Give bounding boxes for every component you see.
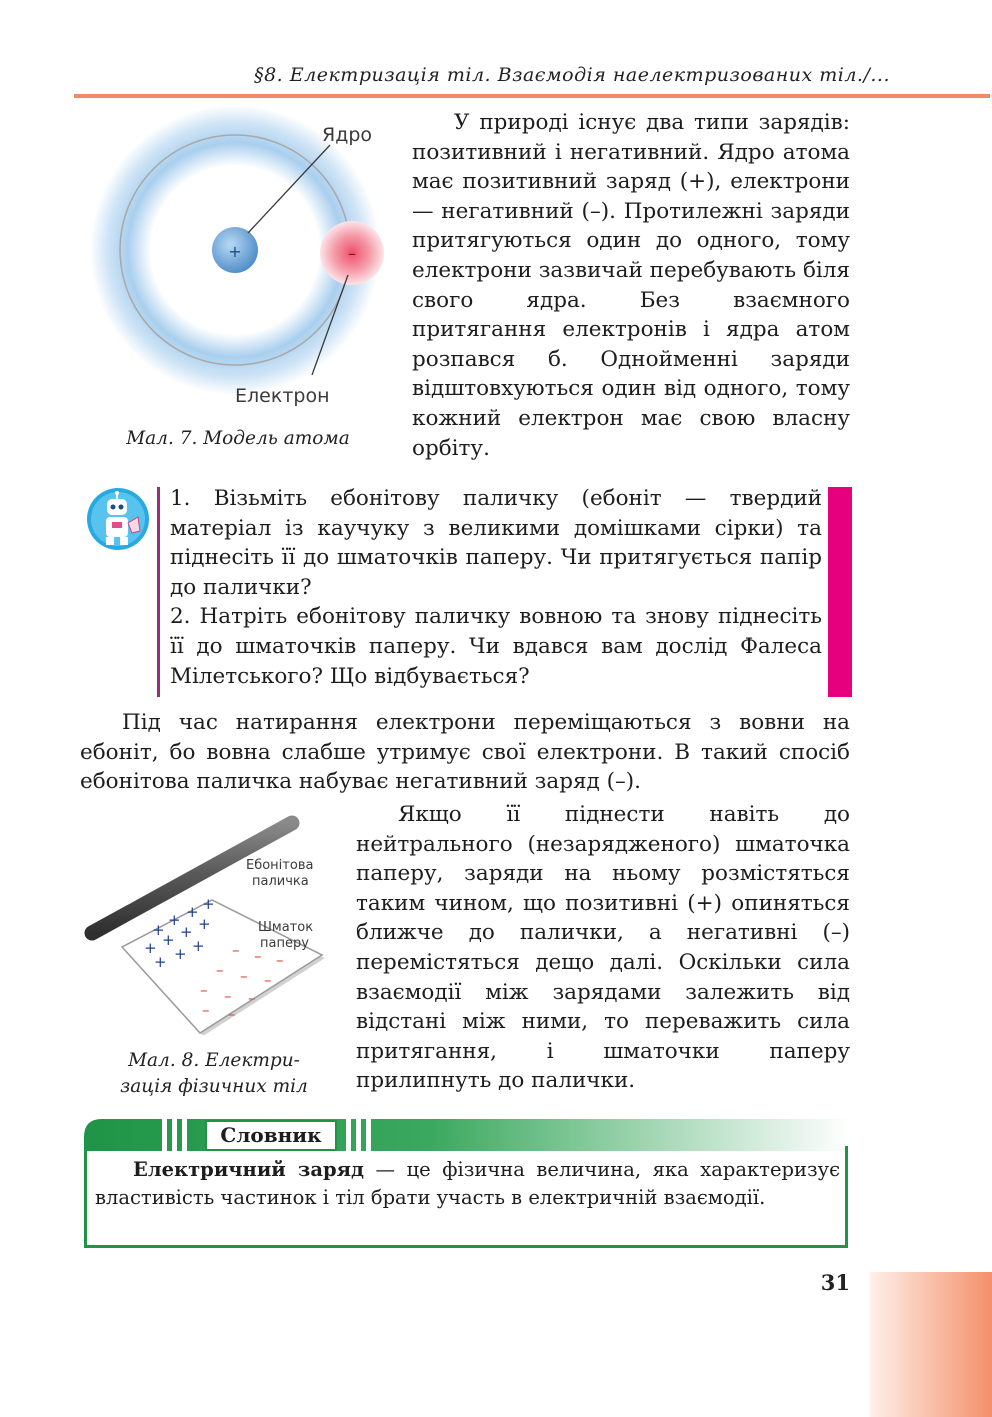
atom-model-figure [80, 105, 400, 415]
svg-text:–: – [216, 961, 224, 979]
svg-text:+: + [198, 915, 211, 933]
glossary-definition-text: — це фізична величина, яка характеризує властивість частинок і тіл брати участь в електричній взаємодії. [95, 1158, 840, 1209]
running-head: §8. Електризація тіл. Взаємодія наелектризованих тіл./... [254, 64, 890, 86]
svg-text:+: + [168, 911, 181, 929]
figure8-caption [96, 1048, 332, 1100]
header-rule [74, 94, 990, 98]
electron-sign: – [348, 244, 356, 263]
svg-text:–: – [248, 989, 256, 1007]
svg-text:+: + [144, 939, 157, 957]
paragraph-2-text: Під час натирання електрони переміщаються з вовни на ебоніт, бо вовна слабше утримує свої електрони. В такий спосіб ебонітова паличка набуває негативний заряд (–). [80, 710, 850, 795]
experiment-step-2: 2. Натріть ебонітову паличку вовною та знову піднесіть її до шматочків паперу. Чи вдався вам дослід Фалеса Мілетського? Що відбувається? [170, 604, 822, 689]
svg-text:–: – [224, 987, 232, 1005]
page-corner-decoration [870, 1272, 992, 1417]
electrification-diagram [82, 805, 332, 1035]
svg-text:+: + [192, 937, 205, 955]
paper-label-line2: паперу [260, 936, 309, 951]
nucleus-sign: + [228, 242, 242, 261]
svg-text:+: + [174, 945, 187, 963]
figure8-caption-line2: зація фізичних тіл [120, 1076, 308, 1097]
robot-scientist-icon [86, 487, 150, 551]
glossary-title: Словник [205, 1120, 337, 1151]
svg-text:+: + [162, 931, 175, 949]
intro-paragraph [412, 108, 850, 463]
paragraph-3 [356, 800, 850, 1096]
experiment-rule [157, 487, 160, 697]
experiment-side-bar [828, 487, 852, 697]
paragraph-3-text: Якщо її піднести навіть до нейтрального (незарядженого) шматочка паперу, заряди на ньому розмістяться таким чином, що позитивні (+) опиняться ближче до палички, а негативні (–) перемістяться дещо далі. Оскільки сила взаємодії між зарядами залежить від відстані між ними, то переважить сила притягання, і шматочки паперу прилипнуть до палички. [356, 802, 850, 1094]
nucleus-label: Ядро [322, 124, 373, 146]
svg-text:+: + [186, 903, 199, 921]
svg-text:+: + [180, 923, 193, 941]
svg-text:–: – [264, 971, 272, 989]
svg-text:–: – [232, 941, 240, 959]
page-number: 31 [820, 1270, 850, 1295]
figure8-caption-line1: Мал. 8. Електри- [128, 1050, 300, 1071]
intro-paragraph-text: У природі існує два типи зарядів: позитивний і негативний. Ядро атома має позитивний заряд (+), електрони — негативний (–). Протилежні заряди притягуються один до одного, тому електрони зазвичай перебувають біля свого ядра. Без взаємного притягання електронів і ядра атом розпався б. Однойменні заряди відштовхуються один від одного, тому кожний електрон має свою власну орбіту. [412, 110, 850, 461]
svg-text:–: – [254, 947, 262, 965]
svg-text:–: – [276, 951, 284, 969]
svg-text:+: + [152, 921, 165, 939]
paper-label-line1: Шматок [258, 920, 314, 935]
svg-text:–: – [240, 967, 248, 985]
experiment-step-1: 1. Візьміть ебонітову паличку (ебоніт — твердий матеріал із каучуку з великими домішками сірки) та піднесіть її до шматочків паперу. Чи притягується папір до палички? [170, 486, 822, 600]
atom-diagram [80, 105, 400, 415]
electrification-figure [82, 805, 332, 1035]
figure7-caption: Мал. 7. Модель атома [126, 428, 350, 449]
rod-label-line1: Ебонітова [246, 858, 314, 873]
rod-label-line2: паличка [252, 874, 309, 889]
experiment-block [170, 484, 822, 691]
svg-text:+: + [154, 953, 167, 971]
glossary-definition [95, 1156, 840, 1212]
svg-text:–: – [228, 1005, 236, 1023]
electron-label: Електрон [235, 385, 330, 407]
glossary-term: Електричний заряд [133, 1158, 365, 1181]
svg-text:–: – [200, 981, 208, 999]
paragraph-2 [80, 708, 850, 797]
svg-text:–: – [202, 1001, 210, 1019]
svg-text:+: + [202, 895, 215, 913]
